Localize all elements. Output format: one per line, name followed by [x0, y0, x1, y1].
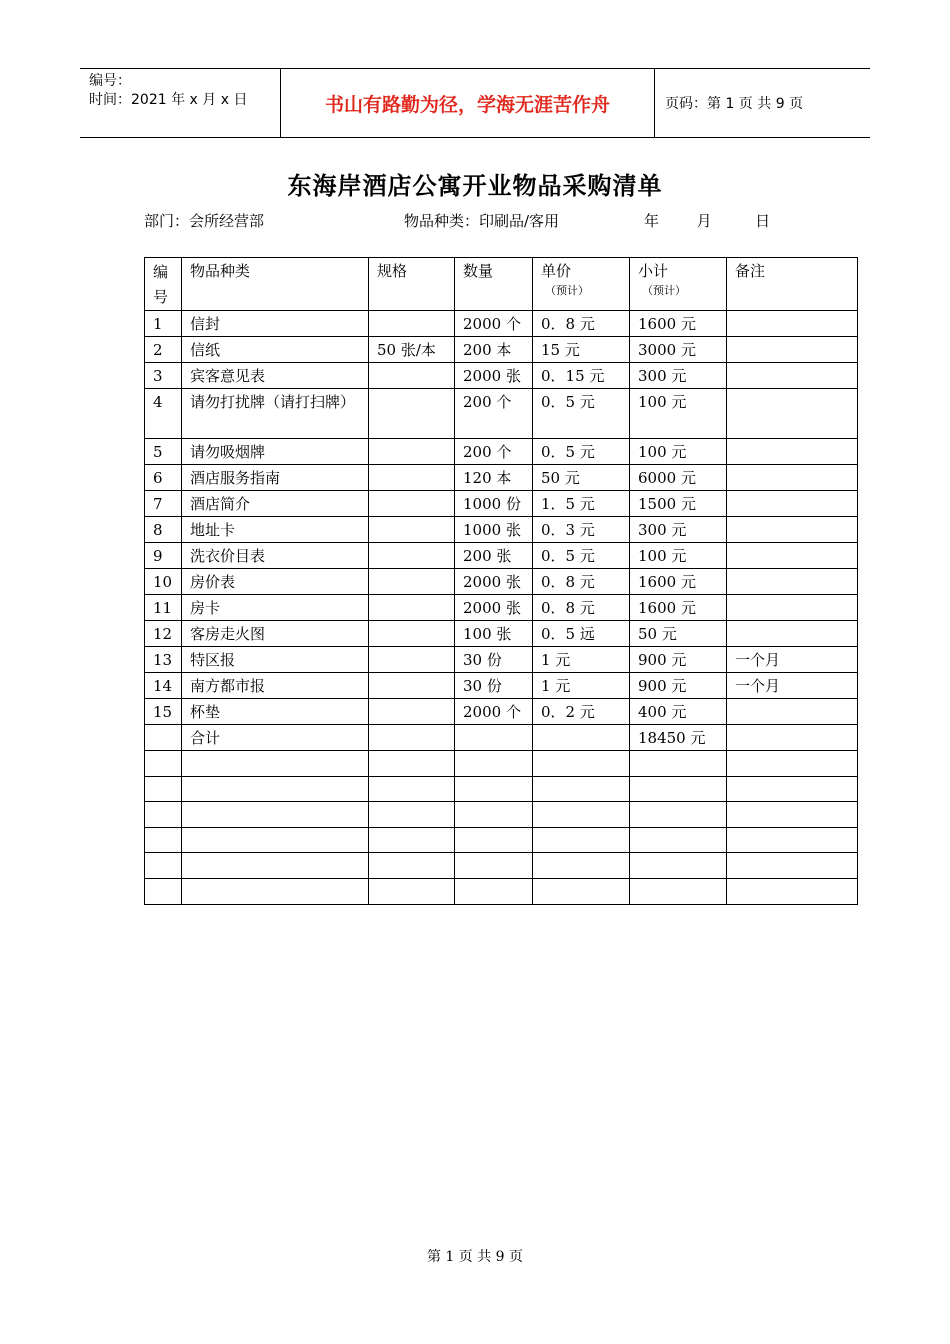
- cell-subtotal: 1600 元: [630, 569, 727, 595]
- empty-cell: [630, 827, 727, 853]
- cell-note: [727, 699, 858, 725]
- empty-cell: [727, 827, 858, 853]
- table-row: [145, 595, 858, 621]
- cell-item: 南方都市报: [182, 673, 369, 699]
- cell-note: [727, 517, 858, 543]
- cell-item: 酒店简介: [182, 491, 369, 517]
- cell-qty: 200 张: [455, 543, 533, 569]
- empty-row: [145, 776, 858, 802]
- cell-subtotal: 1600 元: [630, 595, 727, 621]
- cell-no: 9: [145, 543, 182, 569]
- cell-subtotal: 1600 元: [630, 311, 727, 337]
- cell-note: [727, 491, 858, 517]
- serial-label: 编号：: [89, 73, 131, 89]
- empty-cell: [145, 751, 182, 777]
- empty-cell: [727, 776, 858, 802]
- cell-qty: 200 本: [455, 337, 533, 363]
- table-row: [145, 337, 858, 363]
- header-left: [80, 69, 281, 137]
- header-price: [533, 258, 630, 311]
- cell-spec: [369, 699, 455, 725]
- cell-qty: 30 份: [455, 673, 533, 699]
- header-subtotal-label: 小计: [638, 262, 669, 280]
- empty-cell: [727, 878, 858, 904]
- empty-cell: [145, 827, 182, 853]
- empty-cell: [369, 802, 455, 828]
- empty-cell: [145, 776, 182, 802]
- cell-no: 10: [145, 569, 182, 595]
- cell-qty: 1000 份: [455, 491, 533, 517]
- cell-no: 11: [145, 595, 182, 621]
- table-row: [145, 439, 858, 465]
- cell-note: 一个月: [727, 673, 858, 699]
- cell-qty: 2000 张: [455, 569, 533, 595]
- empty-cell: [182, 802, 369, 828]
- cell-note: [727, 337, 858, 363]
- cell-note: [727, 543, 858, 569]
- empty-row: [145, 802, 858, 828]
- cell-price: 0．8 元: [533, 311, 630, 337]
- cell-qty: 2000 张: [455, 595, 533, 621]
- purchase-table: [144, 257, 858, 905]
- cell-no: 5: [145, 439, 182, 465]
- cell-price: 15 元: [533, 337, 630, 363]
- page-footer: 第 1 页 共 9 页: [426, 1249, 524, 1265]
- empty-row: [145, 751, 858, 777]
- cell-no: 12: [145, 621, 182, 647]
- cell-spec: [369, 311, 455, 337]
- cell-price: 0．5 远: [533, 621, 630, 647]
- cell-price: 1 元: [533, 647, 630, 673]
- empty-cell: [369, 853, 455, 879]
- table-row: [145, 543, 858, 569]
- month-label: 月: [696, 212, 712, 230]
- date-fields: [644, 210, 770, 231]
- header-subtotal-sub: （预计）: [642, 284, 686, 297]
- empty-row: [145, 878, 858, 904]
- cell-spec: [369, 595, 455, 621]
- document-title: 东海岸酒店公寓开业物品采购清单: [287, 171, 663, 200]
- cell-item: 酒店服务指南: [182, 465, 369, 491]
- cell-price: 0．2 元: [533, 699, 630, 725]
- cell-subtotal: 300 元: [630, 517, 727, 543]
- cell-note: [727, 363, 858, 389]
- header-page-info: 页码：第 1 页 共 9 页: [665, 96, 804, 112]
- cell-item: 客房走火图: [182, 621, 369, 647]
- empty-cell: [630, 878, 727, 904]
- cell-spec: [369, 439, 455, 465]
- header-price-label: 单价: [541, 262, 572, 280]
- cell-no: 14: [145, 673, 182, 699]
- cell-subtotal: 900 元: [630, 673, 727, 699]
- cell-qty: 30 份: [455, 647, 533, 673]
- cell-item: 房卡: [182, 595, 369, 621]
- cell-no: 15: [145, 699, 182, 725]
- cell-subtotal: 100 元: [630, 439, 727, 465]
- cell-qty: [455, 725, 533, 751]
- cell-qty: 2000 张: [455, 363, 533, 389]
- cell-no: 1: [145, 311, 182, 337]
- cell-note: [727, 621, 858, 647]
- table-row: [145, 647, 858, 673]
- header-spec: 规格: [369, 258, 455, 311]
- cell-note: [727, 465, 858, 491]
- cell-spec: [369, 363, 455, 389]
- day-label: 日: [755, 212, 771, 230]
- cell-price: 0．3 元: [533, 517, 630, 543]
- cell-qty: 200 个: [455, 439, 533, 465]
- cell-price: [533, 725, 630, 751]
- cell-note: 一个月: [727, 647, 858, 673]
- cell-item: 洗衣价目表: [182, 543, 369, 569]
- empty-cell: [369, 776, 455, 802]
- cell-price: 1 元: [533, 673, 630, 699]
- table-row: [145, 363, 858, 389]
- table-row: [145, 311, 858, 337]
- cell-spec: [369, 389, 455, 439]
- empty-cell: [630, 853, 727, 879]
- empty-cell: [455, 776, 533, 802]
- empty-cell: [369, 751, 455, 777]
- empty-cell: [455, 853, 533, 879]
- cell-spec: 50 张/本: [369, 337, 455, 363]
- year-label: 年: [644, 212, 660, 230]
- empty-cell: [145, 853, 182, 879]
- table-row: [145, 621, 858, 647]
- cell-item: 信封: [182, 311, 369, 337]
- empty-cell: [533, 776, 630, 802]
- empty-cell: [533, 751, 630, 777]
- empty-cell: [182, 751, 369, 777]
- cell-note: [727, 595, 858, 621]
- cell-no: 7: [145, 491, 182, 517]
- header-subtotal: [630, 258, 727, 311]
- cell-price: 0．8 元: [533, 595, 630, 621]
- cell-subtotal: 100 元: [630, 389, 727, 439]
- empty-cell: [182, 853, 369, 879]
- cell-spec: [369, 647, 455, 673]
- header-no: 编号: [145, 258, 182, 311]
- header-note: 备注: [727, 258, 858, 311]
- cell-price: 0．15 元: [533, 363, 630, 389]
- table-row: [145, 465, 858, 491]
- empty-cell: [369, 827, 455, 853]
- table-row: [145, 517, 858, 543]
- cell-qty: 120 本: [455, 465, 533, 491]
- empty-cell: [630, 776, 727, 802]
- cell-no: [145, 725, 182, 751]
- time-label: 时间：2021 年 x 月 x 日: [89, 92, 248, 108]
- cell-qty: 100 张: [455, 621, 533, 647]
- cell-note: [727, 569, 858, 595]
- empty-cell: [145, 802, 182, 828]
- table-row: [145, 725, 858, 751]
- cell-subtotal: 1500 元: [630, 491, 727, 517]
- cell-price: 50 元: [533, 465, 630, 491]
- cell-spec: [369, 517, 455, 543]
- header-qty: 数量: [455, 258, 533, 311]
- cell-price: 0．5 元: [533, 389, 630, 439]
- empty-cell: [533, 802, 630, 828]
- cell-no: 3: [145, 363, 182, 389]
- empty-cell: [182, 878, 369, 904]
- cell-qty: 2000 个: [455, 699, 533, 725]
- cell-item: 请勿打扰牌（请打扫牌）: [182, 389, 369, 439]
- empty-cell: [533, 878, 630, 904]
- cell-note: [727, 389, 858, 439]
- header-item: 物品种类: [182, 258, 369, 311]
- empty-cell: [533, 853, 630, 879]
- cell-spec: [369, 673, 455, 699]
- table-row: [145, 491, 858, 517]
- cell-price: 1．5 元: [533, 491, 630, 517]
- empty-cell: [455, 751, 533, 777]
- empty-cell: [182, 776, 369, 802]
- cell-price: 0．5 元: [533, 439, 630, 465]
- cell-spec: [369, 621, 455, 647]
- cell-spec: [369, 569, 455, 595]
- empty-cell: [145, 878, 182, 904]
- table-header-row: [145, 258, 858, 311]
- cell-no: 6: [145, 465, 182, 491]
- empty-row: [145, 827, 858, 853]
- cell-no: 8: [145, 517, 182, 543]
- empty-cell: [182, 827, 369, 853]
- header-price-sub: （预计）: [545, 284, 589, 297]
- table-row: [145, 673, 858, 699]
- item-kind-label: 物品种类：印刷品/客用: [404, 212, 560, 230]
- cell-no: 13: [145, 647, 182, 673]
- cell-subtotal: 3000 元: [630, 337, 727, 363]
- page-header: [80, 68, 870, 138]
- cell-price: 0．5 元: [533, 543, 630, 569]
- empty-cell: [369, 878, 455, 904]
- empty-cell: [630, 802, 727, 828]
- cell-subtotal: 18450 元: [630, 725, 727, 751]
- empty-cell: [727, 751, 858, 777]
- table-row: [145, 389, 858, 439]
- empty-cell: [455, 802, 533, 828]
- cell-item: 杯垫: [182, 699, 369, 725]
- cell-note: [727, 725, 858, 751]
- cell-qty: 200 个: [455, 389, 533, 439]
- cell-price: 0．8 元: [533, 569, 630, 595]
- empty-row: [145, 853, 858, 879]
- table-row: [145, 699, 858, 725]
- cell-subtotal: 100 元: [630, 543, 727, 569]
- cell-qty: 2000 个: [455, 311, 533, 337]
- cell-no: 2: [145, 337, 182, 363]
- cell-subtotal: 300 元: [630, 363, 727, 389]
- cell-spec: [369, 491, 455, 517]
- cell-item: 地址卡: [182, 517, 369, 543]
- cell-qty: 1000 张: [455, 517, 533, 543]
- cell-item: 合计: [182, 725, 369, 751]
- cell-item: 请勿吸烟牌: [182, 439, 369, 465]
- empty-cell: [533, 827, 630, 853]
- empty-cell: [727, 853, 858, 879]
- cell-subtotal: 900 元: [630, 647, 727, 673]
- cell-subtotal: 6000 元: [630, 465, 727, 491]
- cell-note: [727, 311, 858, 337]
- cell-no: 4: [145, 389, 182, 439]
- empty-cell: [630, 751, 727, 777]
- cell-subtotal: 50 元: [630, 621, 727, 647]
- cell-item: 房价表: [182, 569, 369, 595]
- cell-item: 特区报: [182, 647, 369, 673]
- cell-item: 宾客意见表: [182, 363, 369, 389]
- cell-item: 信纸: [182, 337, 369, 363]
- department-label: 部门：会所经营部: [144, 212, 265, 230]
- cell-subtotal: 400 元: [630, 699, 727, 725]
- empty-cell: [455, 878, 533, 904]
- cell-note: [727, 439, 858, 465]
- cell-spec: [369, 725, 455, 751]
- cell-spec: [369, 543, 455, 569]
- table-row: [145, 569, 858, 595]
- empty-cell: [455, 827, 533, 853]
- cell-spec: [369, 465, 455, 491]
- header-motto: 书山有路勤为径，学海无涯苦作舟: [281, 69, 655, 137]
- empty-cell: [727, 802, 858, 828]
